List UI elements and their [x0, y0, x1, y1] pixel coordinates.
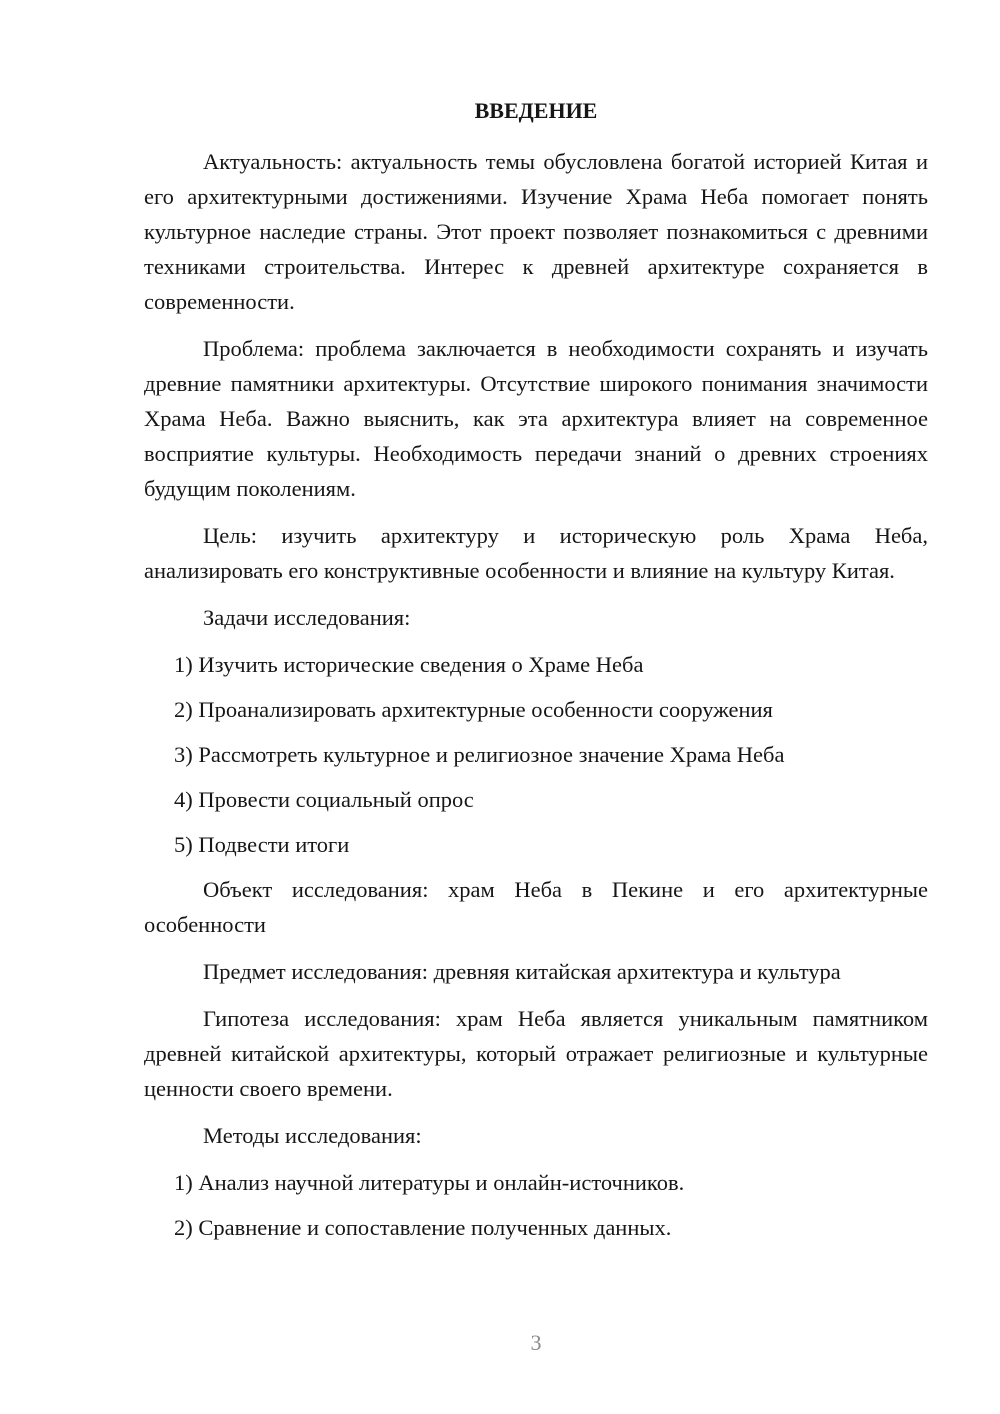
problem-paragraph: Проблема: проблема заключается в необходимости сохранять и изучать древние памятники архитектуры. Отсутствие широкого понимания значимости Храма Неба. Важно выяснить, как эта архитектура влияет на современное восприятие культуры. Необходимость передачи знаний о древних строениях будущим поколениям. — [144, 336, 928, 501]
page-title: ВВЕДЕНИЕ — [474, 98, 598, 123]
methods-title: Методы исследования: — [203, 1123, 422, 1148]
task-item: 4) Провести социальный опрос — [174, 787, 474, 812]
goal-paragraph: Цель: изучить архитектуру и историческую роль Храма Неба, анализировать его конструктивные особенности и влияние на культуру Китая. — [144, 523, 928, 583]
document-page — [144, 94, 928, 1255]
object-paragraph: Объект исследования: храм Неба в Пекине и его архитектурные особенности — [144, 877, 928, 937]
task-item: 5) Подвести итоги — [174, 832, 350, 857]
page-number: 3 — [530, 1330, 542, 1355]
method-item: 1) Анализ научной литературы и онлайн-источников. — [174, 1170, 685, 1195]
tasks-title: Задачи исследования: — [203, 605, 411, 630]
hypothesis-paragraph: Гипотеза исследования: храм Неба является уникальным памятником древней китайской архитектуры, который отражает религиозные и культурные ценности своего времени. — [144, 1006, 928, 1101]
relevance-paragraph: Актуальность: актуальность темы обусловлена богатой историей Китая и его архитектурными достижениями. Изучение Храма Неба помогает понять культурное наследие страны. Этот проект позволяет познакомиться с древними техниками строительства. Интерес к древней архитектуре сохраняется в современности. — [144, 149, 928, 314]
task-item: 3) Рассмотреть культурное и религиозное значение Храма Неба — [174, 742, 785, 767]
method-item: 2) Сравнение и сопоставление полученных данных. — [174, 1215, 672, 1240]
task-item: 1) Изучить исторические сведения о Храме Неба — [174, 652, 644, 677]
subject-paragraph: Предмет исследования: древняя китайская архитектура и культура — [203, 959, 841, 984]
task-item: 2) Проанализировать архитектурные особенности сооружения — [174, 697, 773, 722]
